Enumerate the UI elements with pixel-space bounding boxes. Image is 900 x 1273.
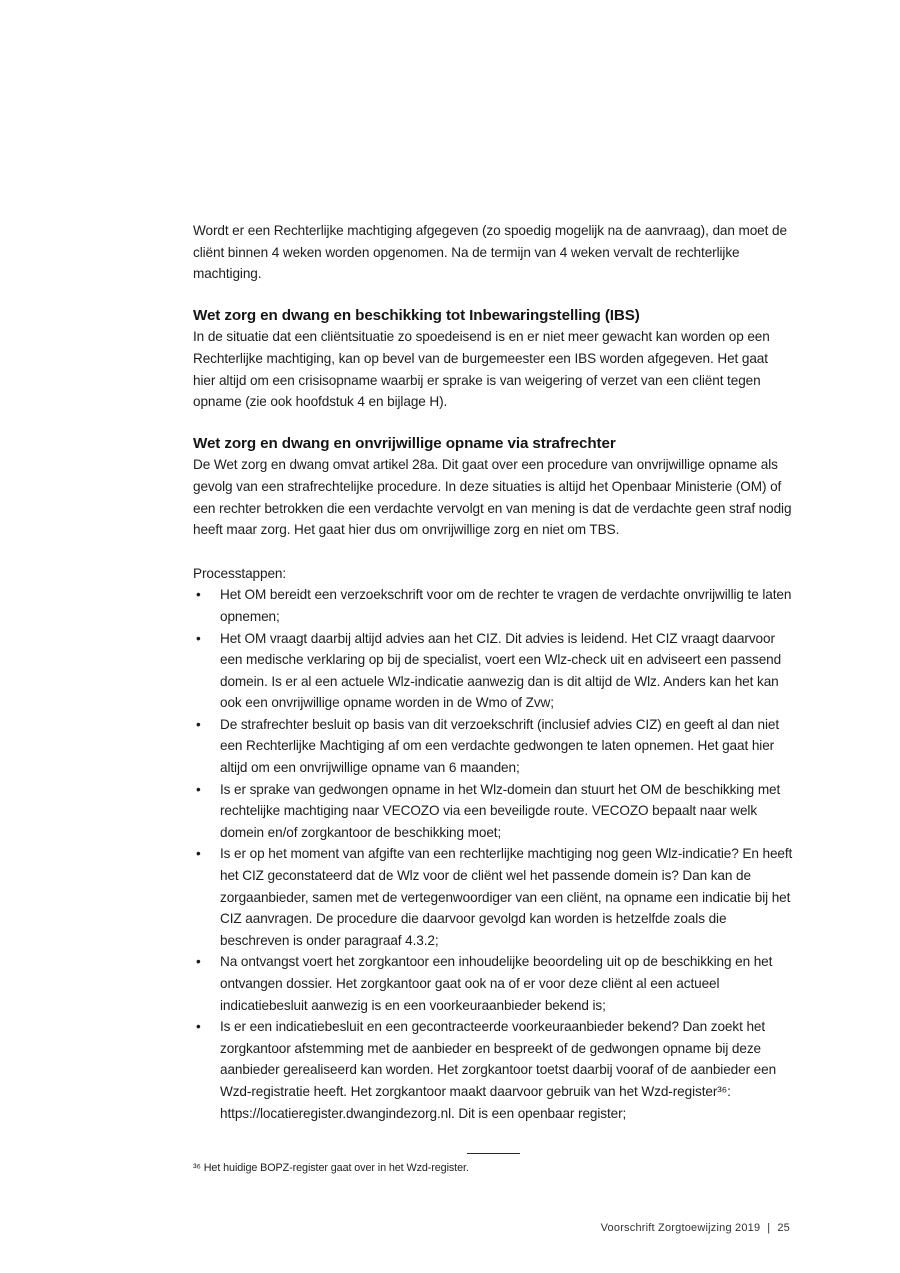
- page-footer: [601, 1221, 790, 1236]
- footer-separator: |: [767, 1222, 771, 1234]
- list-item: • Het OM vraagt daarbij altijd advies aan het CIZ. Dit advies is leidend. Het CIZ vraagt daarvoor een medische verklaring op bij de specialist, voert een Wlz-check uit en adviseert een passend domein. Is er al een actuele Wlz-indicatie aanwezig dan is dit altijd de Wlz. Anders kan het kan ook een onvrijwillige opname worden in de Wmo of Zvw;: [193, 628, 793, 714]
- list-item: • De strafrechter besluit op basis van dit verzoekschrift (inclusief advies CIZ) en geeft al dan niet een Rechterlijke Machtiging af om een verdachte gedwongen te laten opnemen. Het gaat hier altijd om een onvrijwillige opname van 6 maanden;: [193, 714, 793, 779]
- section-paragraph-strafrechter: De Wet zorg en dwang omvat artikel 28a. Dit gaat over een procedure van onvrijwillige opname als gevolg van een strafrechtelijke procedure. In deze situaties is altijd het Openbaar Ministerie (OM) of een rechter betrokken die een verdachte vervolgt en van mening is dat de verdachte geen straf nodig heeft maar zorg. Het gaat hier dus om onvrijwillige zorg en niet om TBS.: [193, 457, 792, 538]
- list-item: • Het OM bereidt een verzoekschrift voor om de rechter te vragen de verdachte onvrijwillig te laten opnemen;: [193, 584, 793, 627]
- footnote-separator-rule: [467, 1153, 520, 1154]
- process-steps-label: Processtappen:: [193, 565, 287, 581]
- page-content: [193, 220, 793, 1176]
- section-heading-strafrechter: Wet zorg en dwang en onvrijwillige opname via strafrechter: [193, 434, 616, 452]
- list-item: • Na ontvangst voert het zorgkantoor een inhoudelijke beoordeling uit op de beschikking en het ontvangen dossier. Het zorgkantoor gaat ook na of er voor deze cliënt al een actueel indicatiebesluit aanwezig is en een voorkeuraanbieder bekend is;: [193, 951, 793, 1016]
- footer-document-title: Voorschrift Zorgtoewijzing 2019: [600, 1222, 761, 1234]
- list-item: • Is er een indicatiebesluit en een gecontracteerde voorkeuraanbieder bekend? Dan zoekt het zorgkantoor afstemming met de aanbieder en bespreekt of de gedwongen opname bij deze aanbieder gerealiseerd kan worden. Het zorgkantoor toetst daarbij vooraf of de aanbieder een Wzd-registratie heeft. Het zorgkantoor maakt daarvoor gebruik van het Wzd-register³⁶: https://locatieregister.dwangindezorg.nl. Dit is een openbaar register;: [193, 1016, 793, 1124]
- footer-page-number: 25: [777, 1222, 790, 1234]
- list-item: • Is er sprake van gedwongen opname in het Wlz-domein dan stuurt het OM de beschikking met rechtelijke machtiging naar VECOZO via een beveiligde route. VECOZO bepaalt naar welk domein en/of zorgkantoor de beschikking moet;: [193, 779, 793, 844]
- list-item: • Is er op het moment van afgifte van een rechterlijke machtiging nog geen Wlz-indicatie? En heeft het CIZ geconstateerd dat de Wlz voor de cliënt wel het passende domein is? Dan kan de zorgaanbieder, samen met de vertegenwoordiger van een cliënt, na opname een indicatie bij het CIZ aanvragen. De procedure die daarvoor gevolgd kan worden is hetzelfde zoals die beschreven is onder paragraaf 4.3.2;: [193, 843, 793, 951]
- section-heading-ibs: Wet zorg en dwang en beschikking tot Inbewaringstelling (IBS): [193, 306, 640, 324]
- footnote-text: ³⁶ Het huidige BOPZ-register gaat over in het Wzd-register.: [193, 1161, 469, 1174]
- intro-paragraph: Wordt er een Rechterlijke machtiging afgegeven (zo spoedig mogelijk na de aanvraag), dan moet de cliënt binnen 4 weken worden opgenomen. Na de termijn van 4 weken vervalt de rechterlijke machtiging.: [193, 223, 787, 282]
- process-steps-list: [193, 584, 793, 1124]
- section-paragraph-ibs: In de situatie dat een cliëntsituatie zo spoedeisend is en er niet meer gewacht kan worden op een Rechterlijke machtiging, kan op bevel van de burgemeester een IBS worden afgegeven. Het gaat hier altijd om een crisisopname waarbij er sprake is van weigering of verzet van een cliënt tegen opname (zie ook hoofdstuk 4 en bijlage H).: [193, 329, 770, 410]
